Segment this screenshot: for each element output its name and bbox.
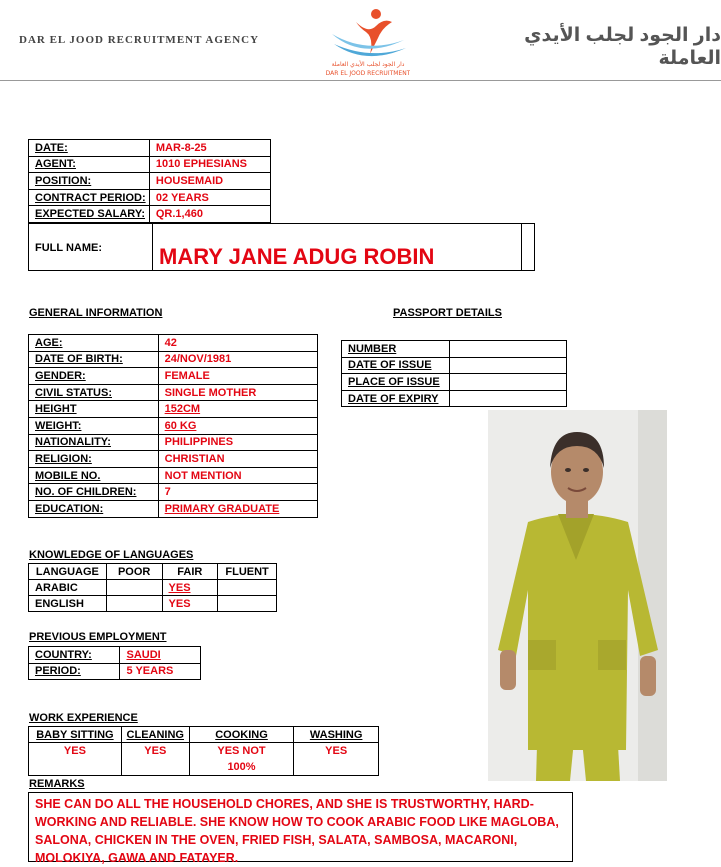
table-row bbox=[29, 156, 271, 173]
row-label: POSITION: bbox=[29, 173, 150, 190]
language-fair: YES bbox=[162, 596, 218, 612]
column-header: CLEANING bbox=[121, 727, 189, 743]
row-label: HEIGHT bbox=[29, 401, 159, 418]
table-row bbox=[29, 434, 318, 451]
column-header: FLUENT bbox=[218, 564, 277, 580]
row-label: NO. OF CHILDREN: bbox=[29, 484, 159, 501]
row-label: NATIONALITY: bbox=[29, 434, 159, 451]
header-divider bbox=[0, 80, 721, 81]
language-poor bbox=[106, 580, 162, 596]
table-row bbox=[29, 743, 379, 776]
row-value: SINGLE MOTHER bbox=[158, 384, 317, 401]
general-info-table bbox=[28, 334, 318, 518]
table-row bbox=[29, 484, 318, 501]
row-value: 7 bbox=[158, 484, 317, 501]
full-name-value: MARY JANE ADUG ROBIN bbox=[159, 244, 435, 269]
table-row bbox=[29, 335, 318, 352]
row-label: EDUCATION: bbox=[29, 500, 159, 517]
previous-employment-heading: PREVIOUS EMPLOYMENT bbox=[29, 631, 167, 643]
row-value: SAUDI bbox=[120, 647, 201, 664]
languages-heading: KNOWLEDGE OF LANGUAGES bbox=[29, 549, 194, 561]
table-row bbox=[29, 417, 318, 434]
language-name: ENGLISH bbox=[29, 596, 107, 612]
previous-employment-table bbox=[28, 646, 201, 680]
row-value: 42 bbox=[158, 335, 317, 352]
row-value: 02 YEARS bbox=[149, 189, 270, 206]
table-row bbox=[29, 401, 318, 418]
language-name: ARABIC bbox=[29, 580, 107, 596]
column-header: LANGUAGE bbox=[29, 564, 107, 580]
applicant-photo bbox=[488, 410, 667, 781]
row-value bbox=[449, 374, 566, 391]
row-label: DATE OF BIRTH: bbox=[29, 351, 159, 368]
agency-name-arabic: دار الجود لجلب الأيدي العاملة bbox=[524, 25, 721, 69]
language-fluent bbox=[218, 580, 277, 596]
table-row bbox=[29, 500, 318, 517]
row-label: DATE OF EXPIRY bbox=[342, 390, 450, 407]
passport-heading: PASSPORT DETAILS bbox=[393, 307, 502, 319]
languages-table bbox=[28, 563, 277, 612]
table-row bbox=[29, 189, 271, 206]
row-label: AGE: bbox=[29, 335, 159, 352]
general-info-heading: GENERAL INFORMATION bbox=[29, 307, 163, 319]
column-header: BABY SITTING bbox=[29, 727, 122, 743]
summary-table bbox=[28, 139, 271, 223]
row-label: CIVIL STATUS: bbox=[29, 384, 159, 401]
experience-value: YES NOT 100% bbox=[189, 743, 294, 776]
table-row bbox=[29, 580, 277, 596]
remarks-heading: REMARKS bbox=[29, 778, 85, 790]
row-value: NOT MENTION bbox=[158, 467, 317, 484]
table-row bbox=[29, 173, 271, 190]
row-value: MAR-8-25 bbox=[149, 140, 270, 157]
row-label: EXPECTED SALARY: bbox=[29, 206, 150, 223]
table-row bbox=[29, 351, 318, 368]
logo-text-en: DAR EL JOOD RECRUITMENT bbox=[326, 70, 410, 77]
row-value: 24/NOV/1981 bbox=[158, 351, 317, 368]
row-label: MOBILE NO. bbox=[29, 467, 159, 484]
table-row bbox=[29, 140, 271, 157]
logo-text-ar: دار الجود لجلب الأيدي العاملة bbox=[331, 61, 405, 68]
table-row bbox=[29, 384, 318, 401]
full-name-box bbox=[28, 223, 535, 271]
row-label: WEIGHT: bbox=[29, 417, 159, 434]
full-name-label: FULL NAME: bbox=[35, 242, 103, 254]
row-value: PHILIPPINES bbox=[158, 434, 317, 451]
column-header: COOKING bbox=[189, 727, 294, 743]
language-poor bbox=[106, 596, 162, 612]
agency-name-english: DAR EL JOOD RECRUITMENT AGENCY bbox=[19, 34, 260, 46]
table-row bbox=[29, 368, 318, 385]
table-row bbox=[342, 341, 567, 358]
row-value: FEMALE bbox=[158, 368, 317, 385]
row-value: CHRISTIAN bbox=[158, 451, 317, 468]
language-fair: YES bbox=[162, 580, 218, 596]
row-value bbox=[449, 357, 566, 374]
agency-logo bbox=[326, 4, 410, 78]
work-experience-table bbox=[28, 726, 379, 776]
row-value: HOUSEMAID bbox=[149, 173, 270, 190]
row-label: DATE OF ISSUE bbox=[342, 357, 450, 374]
table-header-row bbox=[29, 564, 277, 580]
row-label: NUMBER bbox=[342, 341, 450, 358]
remarks-text: SHE CAN DO ALL THE HOUSEHOLD CHORES, AND SHE IS TRUSTWORTHY, HARD-WORKING AND RELIABLE. SHE KNOW HOW TO COOK ARABIC FOOD LIKE MAGLOBA, SALONA, CHICKEN IN THE OVEN, FRIED FISH, SALATA, SAMBOSA, MACARONI, MOLOKIYA, GAWA AND FATAYER. bbox=[28, 792, 573, 862]
row-value: 60 KG bbox=[158, 417, 317, 434]
experience-value: YES bbox=[29, 743, 122, 776]
experience-value: YES bbox=[121, 743, 189, 776]
column-header: FAIR bbox=[162, 564, 218, 580]
table-row bbox=[342, 374, 567, 391]
row-value: 152CM bbox=[158, 401, 317, 418]
column-header: WASHING bbox=[294, 727, 379, 743]
row-label: DATE: bbox=[29, 140, 150, 157]
row-label: PERIOD: bbox=[29, 663, 120, 680]
row-label: PLACE OF ISSUE bbox=[342, 374, 450, 391]
row-value bbox=[449, 390, 566, 407]
row-label: CONTRACT PERIOD: bbox=[29, 189, 150, 206]
row-label: RELIGION: bbox=[29, 451, 159, 468]
row-value: QR.1,460 bbox=[149, 206, 270, 223]
table-header-row bbox=[29, 727, 379, 743]
table-row bbox=[29, 451, 318, 468]
row-label: COUNTRY: bbox=[29, 647, 120, 664]
table-row bbox=[342, 357, 567, 374]
experience-value: YES bbox=[294, 743, 379, 776]
passport-table bbox=[341, 340, 567, 407]
row-label: AGENT: bbox=[29, 156, 150, 173]
language-fluent bbox=[218, 596, 277, 612]
work-experience-heading: WORK EXPERIENCE bbox=[29, 712, 138, 724]
table-row bbox=[29, 596, 277, 612]
row-value: 1010 EPHESIANS bbox=[149, 156, 270, 173]
row-value: 5 YEARS bbox=[120, 663, 201, 680]
table-row bbox=[29, 467, 318, 484]
row-value bbox=[449, 341, 566, 358]
row-value: PRIMARY GRADUATE bbox=[158, 500, 317, 517]
column-header: POOR bbox=[106, 564, 162, 580]
table-row bbox=[29, 663, 201, 680]
table-row bbox=[29, 647, 201, 664]
table-row bbox=[342, 390, 567, 407]
row-label: GENDER: bbox=[29, 368, 159, 385]
table-row bbox=[29, 206, 271, 223]
